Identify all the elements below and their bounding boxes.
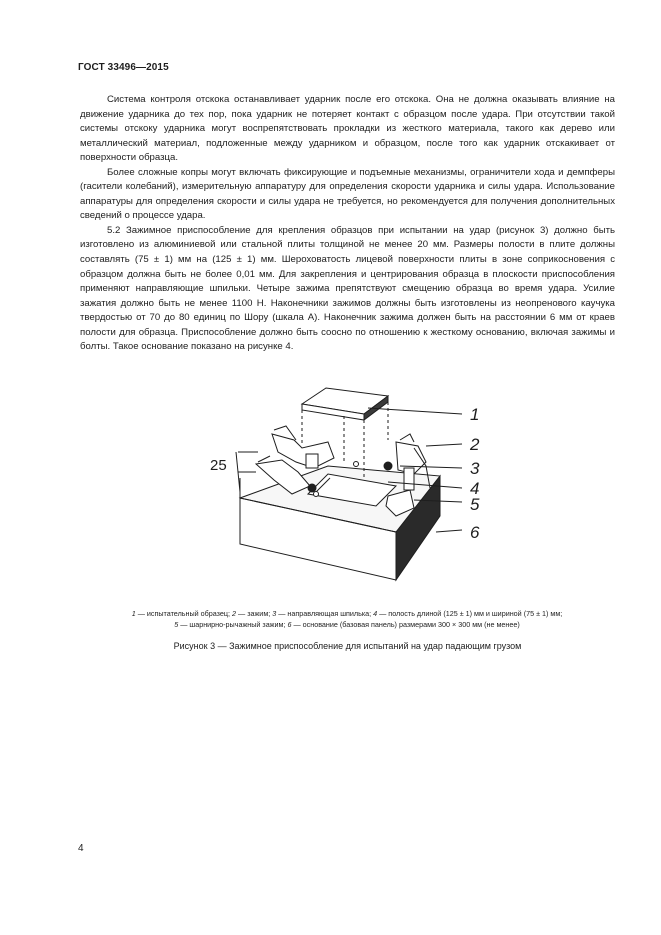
clamping-fixture-figure — [200, 368, 500, 590]
callout-base-plate: 6 — [470, 523, 480, 542]
legend-num: 5 — [174, 619, 179, 629]
legend-text: — шарнирно-рычажный зажим; — [178, 619, 288, 629]
figure-caption: Рисунок 3 — Зажимное приспособление для испытаний на удар падающим грузом — [173, 641, 522, 651]
legend-text: — основание (базовая панель) размерами 300 × 300 мм (не менее) — [291, 619, 520, 629]
callout-specimen: 1 — [470, 405, 480, 424]
legend-num: 3 — [272, 609, 277, 618]
dimension-label: 25 — [210, 457, 227, 474]
paragraph-rebound-control: Система контроля отскока останавливает ударник после его отскока. Она не должна оказывать влияние на движение ударника до тех пор, пока ударник не потеряет контакт с образцом после удара. При отсутствии такой системы отскоку ударника могут воспрепятствовать прокладки из жесткого материала, такого как дерево или металлический материал, подложенные между ударником и образцом, после того как ударник отскакивает от поверхности образца. — [80, 94, 615, 164]
legend-num: 1 — [131, 609, 136, 618]
figure-legend — [78, 609, 616, 630]
callout-toggle-clamp: 5 — [470, 495, 480, 514]
legend-num: 4 — [373, 609, 378, 618]
callout-guide-pin: 3 — [470, 459, 480, 478]
body-text — [80, 93, 615, 355]
legend-text: — полость длиной (125 ± 1) мм и шириной (75 ± 1) мм; — [377, 609, 563, 618]
paragraph-complex-devices: Более сложные копры могут включать фиксирующие и подъемные механизмы, ограничители хода и демпферы (гасители колебаний), измерительную аппаратуру для определения скорости ударника и силы удара. Использование аппаратуры для определения скорости и силы удара не требуется, но рекомендуется для получения дополнительных сведений о процессе удара. — [80, 166, 615, 222]
page-number: 4 — [78, 843, 84, 854]
legend-num: 2 — [232, 609, 237, 618]
callout-cavity: 4 — [470, 479, 480, 498]
legend-text: — испытательный образец; — [135, 609, 233, 618]
legend-text: — направляющая шпилька; — [276, 609, 374, 618]
paragraph-clamping-fixture: 5.2 Зажимное приспособление для крепления образцов при испытании на удар (рисунок 3) должно быть изготовлено из алюминиевой или стальной плиты толщиной не менее 20 мм. Размеры полости в плите должны составлять (75 ± 1) мм на (125 ± 1) мм. Шероховатость лицевой поверхности плиты в зоне соприкосновения с образцом должна быть не более 0,01 мм. Для закрепления и центрирования образца в плоскости приспособления применяют направляющие шпильки. Четыре зажима препятствуют смещению образца во время удара. Усилие зажатия должно быть не менее 1100 Н. Наконечники зажимов должны быть изготовлены из неопренового каучука твердостью от 70 до 80 единиц по Шору (шкала А). Наконечник зажима должен быть на расстоянии 6 мм от краев полости для образца. Приспособление должно быть соосно по отношению к жесткому основанию, включая зажимы и болты. Такое основание показано на рисунке 4. — [80, 224, 615, 353]
legend-text: — зажим; — [236, 609, 273, 618]
document-header: ГОСТ 33496—2015 — [78, 62, 169, 73]
callout-clamp: 2 — [470, 435, 480, 454]
legend-num: 6 — [287, 619, 292, 629]
